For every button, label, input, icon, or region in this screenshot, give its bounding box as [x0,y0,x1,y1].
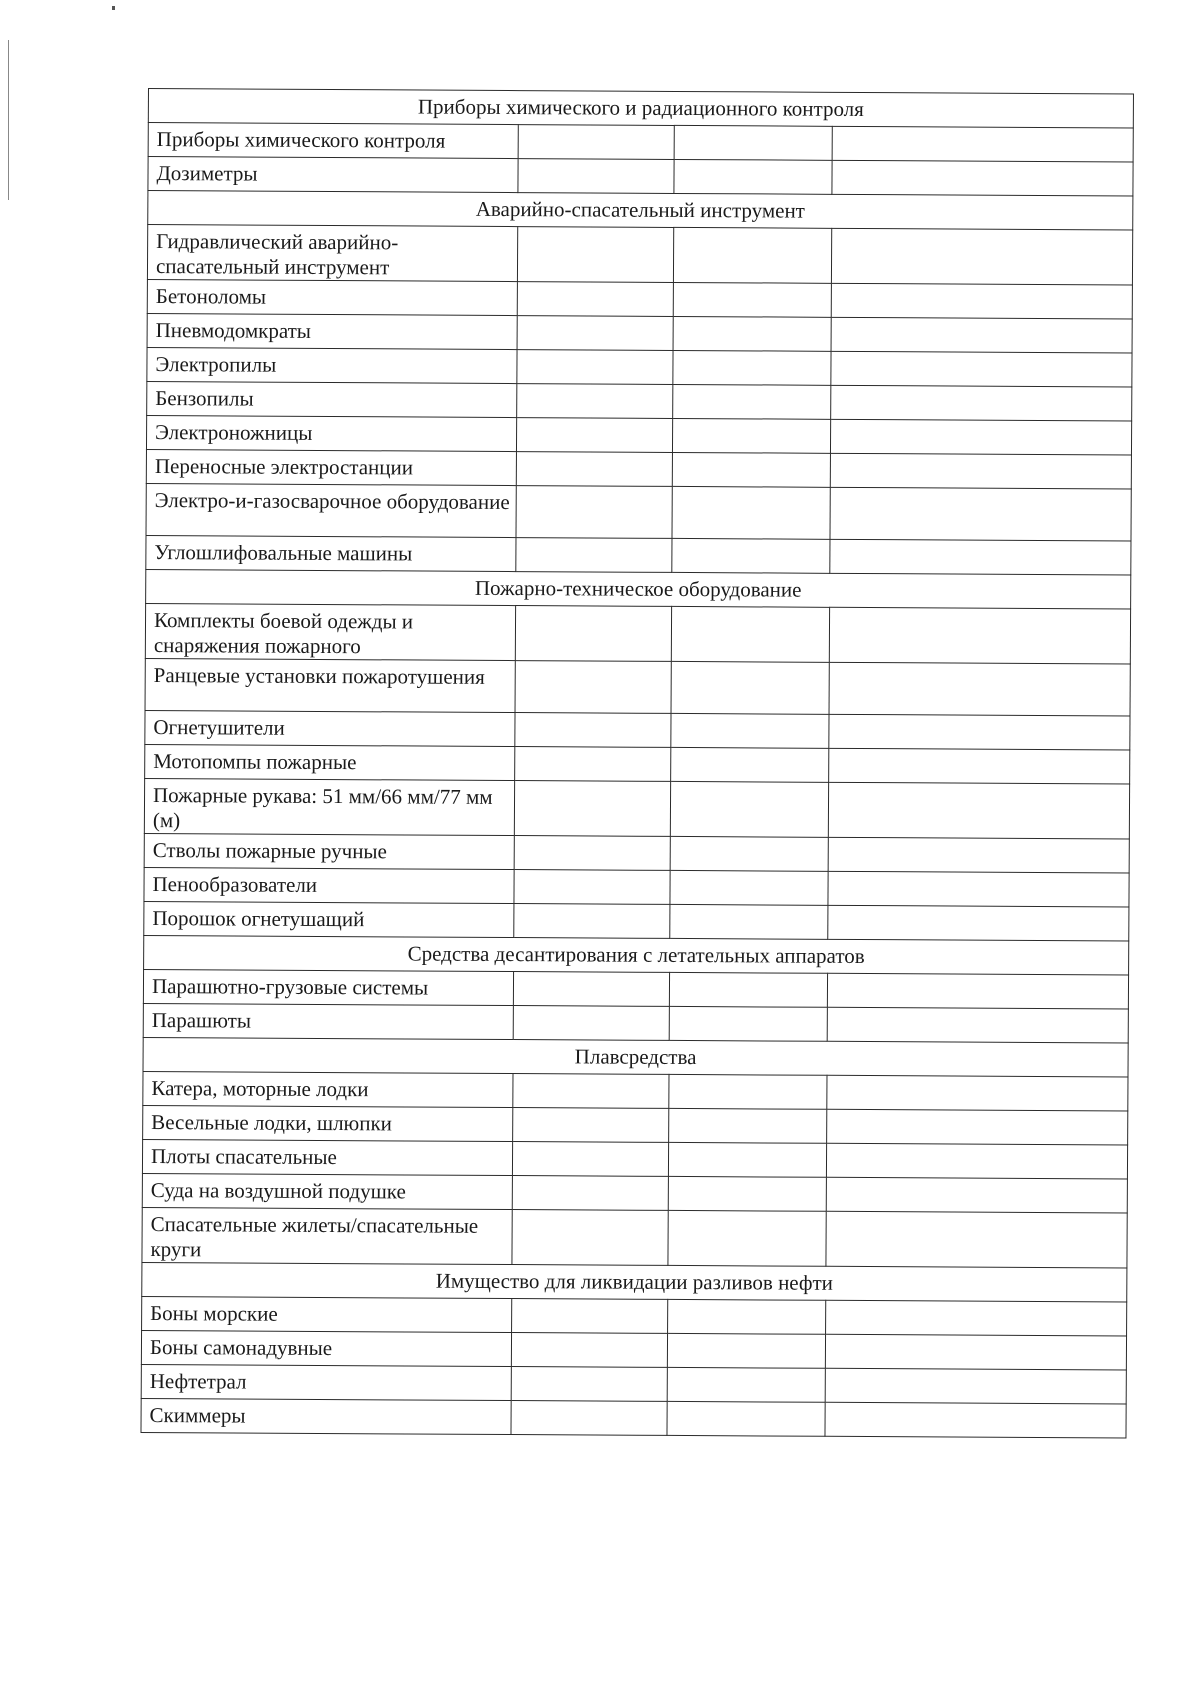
empty-cell [831,317,1132,353]
empty-cell [831,385,1132,421]
empty-cell [831,351,1132,387]
empty-cell [673,227,831,283]
item-label: Боны морские [142,1296,512,1332]
empty-cell [511,1333,667,1368]
table-row [143,1003,1128,1043]
empty-cell [826,1300,1127,1336]
item-label: Углошлифовальные машины [146,535,516,571]
item-label: Пожарные рукава: 51 мм/66 мм/77 мм (м) [144,778,514,835]
table-row [148,123,1133,163]
section-title: Средства десантирования с летательных аппаратов [144,935,1129,975]
empty-cell [514,781,670,837]
item-label: Электро-и-газосварочное оборудование [146,483,516,537]
item-label: Дозиметры [148,157,518,193]
table-row [141,1330,1126,1370]
table-row [145,658,1130,716]
table-row [144,833,1129,873]
empty-cell [669,1006,827,1041]
empty-cell [513,1006,669,1041]
table-row [147,381,1132,421]
empty-cell [673,350,831,385]
empty-cell [674,159,832,194]
empty-cell [670,781,828,837]
table-row [147,313,1132,353]
empty-cell [514,870,670,905]
empty-cell [669,972,827,1007]
empty-cell [511,1401,667,1436]
empty-cell [670,870,828,905]
table-row [141,1398,1126,1438]
item-label: Скиммеры [141,1398,511,1434]
item-label: Бензопилы [147,381,517,417]
empty-cell [516,486,672,539]
table-row [143,1071,1128,1111]
section-title: Плавсредства [143,1037,1128,1077]
empty-cell [668,1176,826,1211]
empty-cell [832,126,1133,162]
table-row [142,1207,1127,1268]
item-label: Бетоноломы [147,279,517,315]
empty-cell [512,1176,668,1211]
empty-cell [831,228,1132,285]
section-title: Аварийно-спасательный инструмент [148,191,1133,231]
item-label: Спасательные жилеты/спасательные круги [142,1207,512,1264]
table-row [142,1139,1127,1179]
empty-cell [511,1367,667,1402]
item-label: Суда на воздушной подушке [142,1173,512,1209]
empty-cell [671,606,829,662]
table-body [141,89,1133,1438]
empty-cell [831,283,1132,319]
item-label: Стволы пожарные ручные [144,833,514,869]
table-row [143,969,1128,1009]
scan-dot [112,6,115,10]
empty-cell [832,160,1133,196]
empty-cell [516,452,672,487]
table-row [142,1296,1127,1336]
empty-cell [668,1142,826,1177]
item-label: Пенообразователи [144,867,514,903]
item-label: Катера, моторные лодки [143,1071,513,1107]
empty-cell [826,1143,1127,1179]
empty-cell [826,1211,1127,1268]
empty-cell [673,384,831,419]
empty-cell [518,159,674,194]
empty-cell [829,748,1130,784]
empty-cell [515,747,671,782]
empty-cell [671,713,829,748]
empty-cell [828,871,1129,907]
empty-cell [515,606,671,662]
section-title: Приборы химического и радиационного контроля [148,89,1133,129]
table-row [144,778,1129,839]
table-row [146,415,1131,455]
item-label: Парашютно-грузовые системы [143,969,513,1005]
item-label: Огнетушители [145,710,515,746]
table-row [145,744,1130,784]
empty-cell [829,662,1130,716]
empty-cell [825,1368,1126,1404]
empty-cell [828,782,1129,839]
empty-cell [515,661,671,714]
empty-cell [667,1367,825,1402]
scan-edge-line [8,40,9,200]
empty-cell [667,1333,825,1368]
table-row [147,279,1132,319]
empty-cell [830,419,1131,455]
table-row [145,710,1130,750]
section-header-row [143,1037,1128,1077]
item-label: Электропилы [147,347,517,383]
empty-cell [668,1210,826,1266]
empty-cell [670,904,828,939]
table-row [144,867,1129,907]
item-label: Пневмодомкраты [147,313,517,349]
table-row [142,1173,1127,1213]
empty-cell [517,384,673,419]
empty-cell [670,836,828,871]
empty-cell [512,1142,668,1177]
empty-cell [517,350,673,385]
empty-cell [669,1108,827,1143]
empty-cell [671,747,829,782]
empty-cell [825,1334,1126,1370]
empty-cell [516,418,672,453]
table-row [143,1105,1128,1145]
empty-cell [828,905,1129,941]
empty-cell [513,972,669,1007]
empty-cell [830,487,1131,541]
empty-cell [667,1401,825,1436]
item-label: Комплекты боевой одежды и снаряжения пожарного [145,603,515,660]
empty-cell [825,1402,1126,1438]
empty-cell [827,1007,1128,1043]
item-label: Порошок огнетушащий [144,901,514,937]
table-row [146,449,1131,489]
section-header-row [148,89,1133,129]
item-label: Ранцевые установки пожаротушения [145,658,515,712]
empty-cell [672,538,830,573]
section-header-row [146,569,1131,609]
item-label: Электроножницы [146,415,516,451]
item-label: Боны самонадувные [141,1330,511,1366]
empty-cell [672,486,830,539]
empty-cell [827,1109,1128,1145]
empty-cell [673,282,831,317]
item-label: Плоты спасательные [142,1139,512,1175]
item-label: Нефтетрал [141,1364,511,1400]
empty-cell [516,538,672,573]
empty-cell [668,1299,826,1334]
empty-cell [671,661,829,714]
table-row [144,901,1129,941]
empty-cell [829,714,1130,750]
section-title: Пожарно-техническое оборудование [146,569,1131,609]
section-title: Имущество для ликвидации разливов нефти [142,1262,1127,1302]
empty-cell [674,125,832,160]
table-row [141,1364,1126,1404]
table-row [146,535,1131,575]
empty-cell [672,418,830,453]
item-label: Приборы химического контроля [148,123,518,159]
empty-cell [512,1210,668,1266]
empty-cell [673,316,831,351]
section-header-row [142,1262,1127,1302]
empty-cell [672,452,830,487]
empty-cell [829,607,1130,664]
item-label: Парашюты [143,1003,513,1039]
empty-cell [514,904,670,939]
empty-cell [827,1075,1128,1111]
empty-cell [514,836,670,871]
empty-cell [518,125,674,160]
section-header-row [144,935,1129,975]
section-header-row [148,191,1133,231]
table-row [147,347,1132,387]
item-label: Переносные электростанции [146,449,516,485]
item-label: Гидравлический аварийно-спасательный инструмент [147,225,517,282]
empty-cell [830,453,1131,489]
table-row [146,483,1131,541]
table-row [145,603,1130,664]
empty-cell [828,837,1129,873]
empty-cell [669,1074,827,1109]
empty-cell [826,1177,1127,1213]
table-row [147,225,1132,286]
empty-cell [830,539,1131,575]
empty-cell [513,1074,669,1109]
empty-cell [517,316,673,351]
empty-cell [512,1299,668,1334]
empty-cell [515,713,671,748]
empty-cell [827,973,1128,1009]
empty-cell [517,227,673,283]
empty-cell [513,1108,669,1143]
item-label: Весельные лодки, шлюпки [143,1105,513,1141]
table-row [148,157,1133,197]
item-label: Мотопомпы пожарные [145,744,515,780]
equipment-table [140,88,1133,1438]
empty-cell [517,282,673,317]
